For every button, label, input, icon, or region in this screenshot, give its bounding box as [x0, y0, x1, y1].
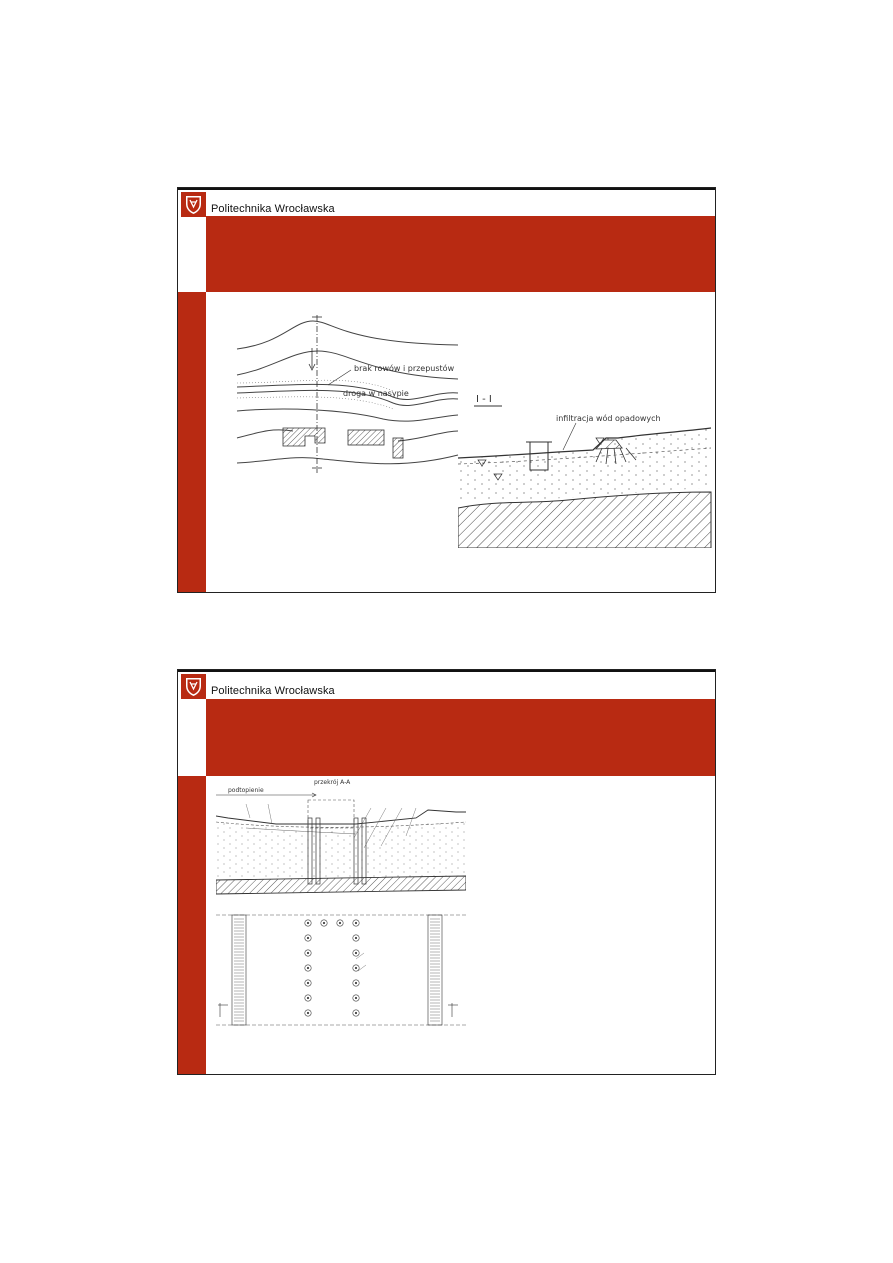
slide-1	[177, 187, 716, 593]
title-banner	[206, 216, 715, 292]
university-shield-logo	[181, 674, 206, 699]
side-bar	[178, 776, 206, 1074]
slide-top-rule	[178, 188, 715, 190]
label-section-aa: przekrój A-A	[314, 779, 351, 786]
university-name: Politechnika Wrocławska	[211, 685, 335, 697]
label-road-embankment: droga w nasypie	[343, 389, 409, 398]
university-shield-logo	[181, 192, 206, 217]
drainage-section-drawing	[216, 778, 466, 903]
label-no-ditches: brak rowów i przepustów	[354, 364, 455, 373]
cross-section-drawing	[458, 378, 713, 548]
side-bar	[178, 292, 206, 592]
title-banner	[206, 699, 715, 776]
university-name: Politechnika Wrocławska	[211, 203, 335, 215]
label-flooding: podtopienie	[228, 787, 264, 794]
slide-2	[177, 669, 716, 1075]
slide-top-rule	[178, 670, 715, 672]
wells-plan-drawing	[216, 913, 466, 1029]
road-plan-drawing	[233, 313, 463, 478]
label-infiltration: infiltracja wód opadowych	[556, 414, 661, 423]
section-title: I - I	[476, 394, 492, 405]
